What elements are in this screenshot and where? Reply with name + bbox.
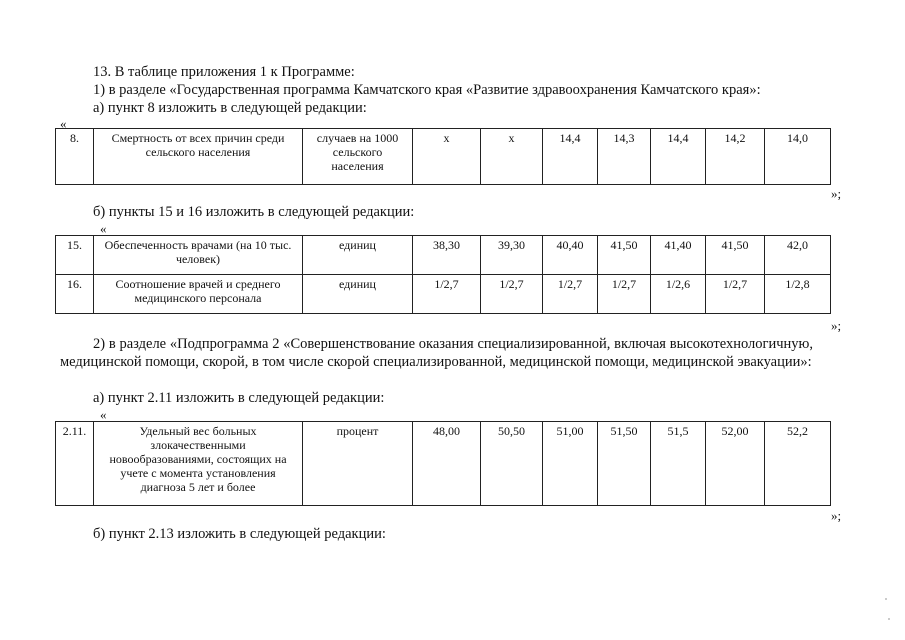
table-item-2-11 (55, 421, 831, 506)
value-cell: 51,50 (598, 422, 651, 506)
value-cell: 1/2,7 (481, 275, 543, 314)
value-cell: 52,2 (765, 422, 831, 506)
unit-cell: процент (303, 422, 413, 506)
value-cell: 1/2,6 (651, 275, 706, 314)
subitem-b2-heading: б) пункт 2.13 изложить в следующей редакции: (93, 526, 386, 542)
row-number: 8. (56, 129, 94, 185)
indicator-name: Удельный вес больных злокачественными новообразованиями, состоящих на учете с момента установления диагноза 5 лет и более (94, 422, 303, 506)
scan-speck (885, 598, 887, 600)
value-cell: 38,30 (413, 236, 481, 275)
table-row (56, 275, 831, 314)
value-cell: 42,0 (765, 236, 831, 275)
value-cell: 14,2 (706, 129, 765, 185)
value-cell: 14,4 (543, 129, 598, 185)
item-13-heading: 13. В таблице приложения 1 к Программе: (93, 64, 355, 80)
table-items-15-16 (55, 235, 831, 314)
unit-cell: случаев на 1000 сельского населения (303, 129, 413, 185)
quote-open: « (100, 407, 107, 422)
value-cell: 52,00 (706, 422, 765, 506)
quote-close: »; (831, 318, 842, 333)
value-cell: х (413, 129, 481, 185)
value-cell: 40,40 (543, 236, 598, 275)
value-cell: 50,50 (481, 422, 543, 506)
indicator-name: Смертность от всех причин среди сельского населения (94, 129, 303, 185)
table-row (56, 129, 831, 185)
subitem-a2-heading: а) пункт 2.11 изложить в следующей редакции: (93, 390, 385, 406)
section-1-heading: 1) в разделе «Государственная программа Камчатского края «Развитие здравоохранения Камчатского края»: (93, 82, 761, 98)
value-cell: х (481, 129, 543, 185)
subitem-a-heading: а) пункт 8 изложить в следующей редакции: (93, 100, 367, 116)
indicator-name: Соотношение врачей и среднего медицинского персонала (94, 275, 303, 314)
value-cell: 41,40 (651, 236, 706, 275)
value-cell: 39,30 (481, 236, 543, 275)
value-cell: 14,4 (651, 129, 706, 185)
row-number: 15. (56, 236, 94, 275)
subitem-b-heading: б) пункты 15 и 16 изложить в следующей редакции: (93, 204, 415, 220)
value-cell: 1/2,7 (413, 275, 481, 314)
value-cell: 1/2,7 (543, 275, 598, 314)
quote-open: « (100, 221, 107, 236)
section-2-paragraph: 2) в разделе «Подпрограмма 2 «Совершенствование оказания специализированной, включая высокотехнологичную, медицинской помощи, скорой, в том числе скорой специализированной, медицинской помощи, медицинской эвакуации»: (60, 336, 813, 370)
value-cell: 14,3 (598, 129, 651, 185)
unit-cell: единиц (303, 236, 413, 275)
value-cell: 1/2,8 (765, 275, 831, 314)
unit-cell: единиц (303, 275, 413, 314)
table-row (56, 422, 831, 506)
value-cell: 1/2,7 (598, 275, 651, 314)
table-item-8 (55, 128, 831, 185)
value-cell: 41,50 (706, 236, 765, 275)
row-number: 16. (56, 275, 94, 314)
value-cell: 1/2,7 (706, 275, 765, 314)
value-cell: 51,00 (543, 422, 598, 506)
quote-open: « (60, 116, 67, 131)
indicator-name: Обеспеченность врачами (на 10 тыс. человек) (94, 236, 303, 275)
value-cell: 41,50 (598, 236, 651, 275)
value-cell: 51,5 (651, 422, 706, 506)
quote-close: »; (831, 186, 842, 201)
value-cell: 48,00 (413, 422, 481, 506)
value-cell: 14,0 (765, 129, 831, 185)
row-number: 2.11. (56, 422, 94, 506)
quote-close: »; (831, 508, 842, 523)
scan-speck (888, 618, 890, 620)
table-row (56, 236, 831, 275)
